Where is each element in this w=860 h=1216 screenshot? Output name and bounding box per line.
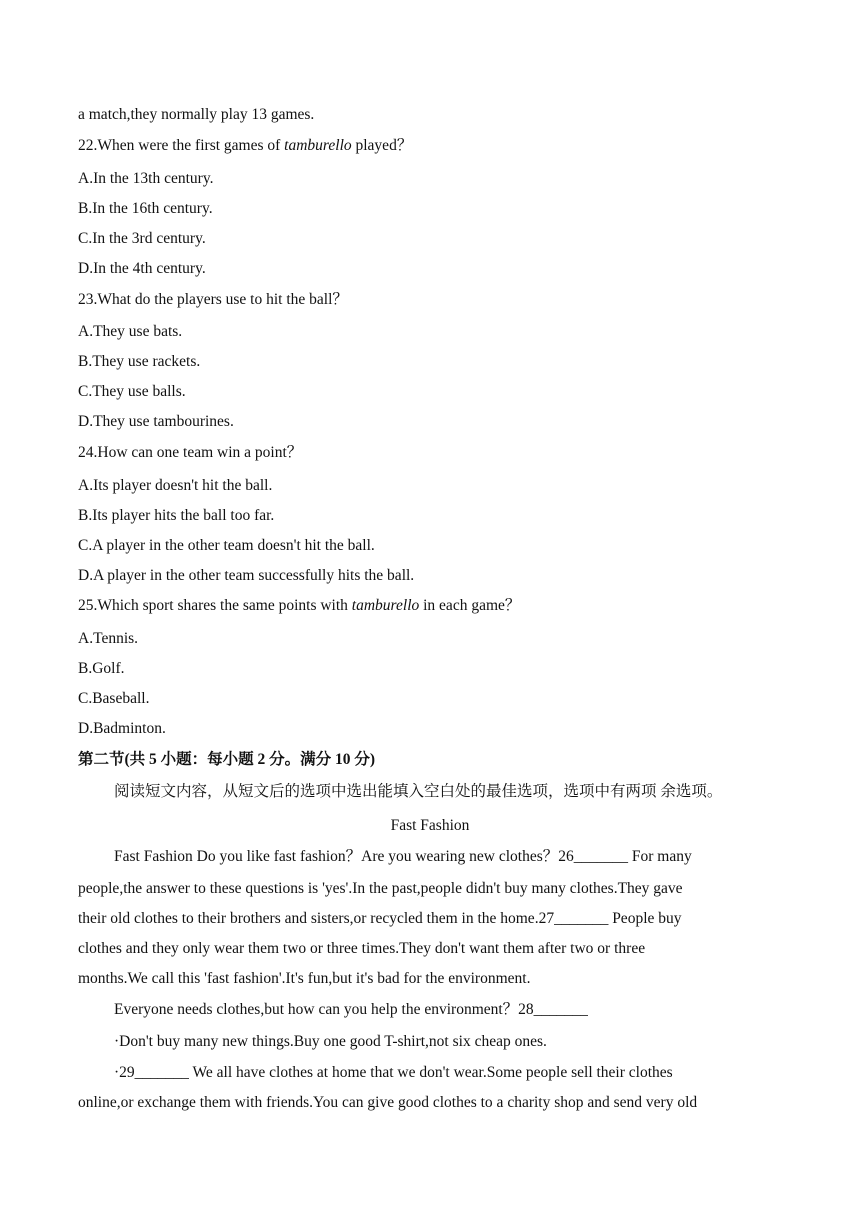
q24-option-a: A.Its player doesn't hit the ball. xyxy=(78,477,273,494)
passage-tail: a match,they normally play 13 games. xyxy=(78,106,315,123)
q25-option-a: A.Tennis. xyxy=(78,630,139,647)
question-stem-text: 25.Which sport shares the same points with xyxy=(78,597,352,614)
q22-option-d: D.In the 4th century. xyxy=(78,260,206,277)
q25-option-d: D.Badminton. xyxy=(78,720,166,737)
passage-line: their old clothes to their brothers and sisters,or recycled them in the home.27_______ People buy xyxy=(78,910,682,927)
q23-option-c: C.They use balls. xyxy=(78,383,186,400)
q23-option-d: D.They use tambourines. xyxy=(78,413,234,430)
passage-line: months.We call this 'fast fashion'.It's fun,but it's bad for the environment. xyxy=(78,970,531,987)
question-23-stem: 23.What do the players use to hit the ball？ xyxy=(78,291,348,308)
q24-option-c: C.A player in the other team doesn't hit the ball. xyxy=(78,537,375,554)
passage-line: clothes and they only wear them two or three times.They don't want them after two or three xyxy=(78,940,646,957)
q23-option-b: B.They use rackets. xyxy=(78,353,201,370)
question-stem-text: played？ xyxy=(351,137,413,154)
bullet-item: ·29_______ We all have clothes at home that we don't wear.Some people sell their clothes xyxy=(114,1064,673,1081)
q24-option-b: B.Its player hits the ball too far. xyxy=(78,507,275,524)
question-stem-italic: tamburello xyxy=(351,597,420,614)
question-stem-text: 22.When were the first games of xyxy=(78,137,285,154)
q22-option-a: A.In the 13th century. xyxy=(78,170,214,187)
q25-option-b: B.Golf. xyxy=(78,660,125,677)
section-heading: 第二节(共 5 小题：每小题 2 分。满分 10 分) xyxy=(78,751,376,768)
question-25-stem xyxy=(78,596,520,616)
passage-line: Everyone needs clothes,but how can you help the environment？28_______ xyxy=(114,1001,588,1018)
section-instruction: 阅读短文内容，从短文后的选项中选出能填入空白处的最佳选项，选项中有两项 余选项。 xyxy=(114,783,723,800)
bullet-item: ·Don't buy many new things.Buy one good T-shirt,not six cheap ones. xyxy=(114,1033,547,1050)
question-24-stem: 24.How can one team win a point？ xyxy=(78,444,303,461)
passage-line: online,or exchange them with friends.You can give good clothes to a charity shop and send very old xyxy=(78,1094,698,1111)
passage-line: people,the answer to these questions is 'yes'.In the past,people didn't buy many clothes.They gave xyxy=(78,880,683,897)
q23-option-a: A.They use bats. xyxy=(78,323,183,340)
question-22-stem xyxy=(78,136,412,156)
q22-option-b: B.In the 16th century. xyxy=(78,200,213,217)
passage-title: Fast Fashion xyxy=(390,817,470,834)
q24-option-d: D.A player in the other team successfully hits the ball. xyxy=(78,567,415,584)
passage-line: Fast Fashion Do you like fast fashion？Are you wearing new clothes？26_______ For many xyxy=(114,848,692,865)
question-stem-italic: tamburello xyxy=(284,137,352,154)
q22-option-c: C.In the 3rd century. xyxy=(78,230,206,247)
q25-option-c: C.Baseball. xyxy=(78,690,150,707)
question-stem-text: in each game？ xyxy=(419,597,521,614)
